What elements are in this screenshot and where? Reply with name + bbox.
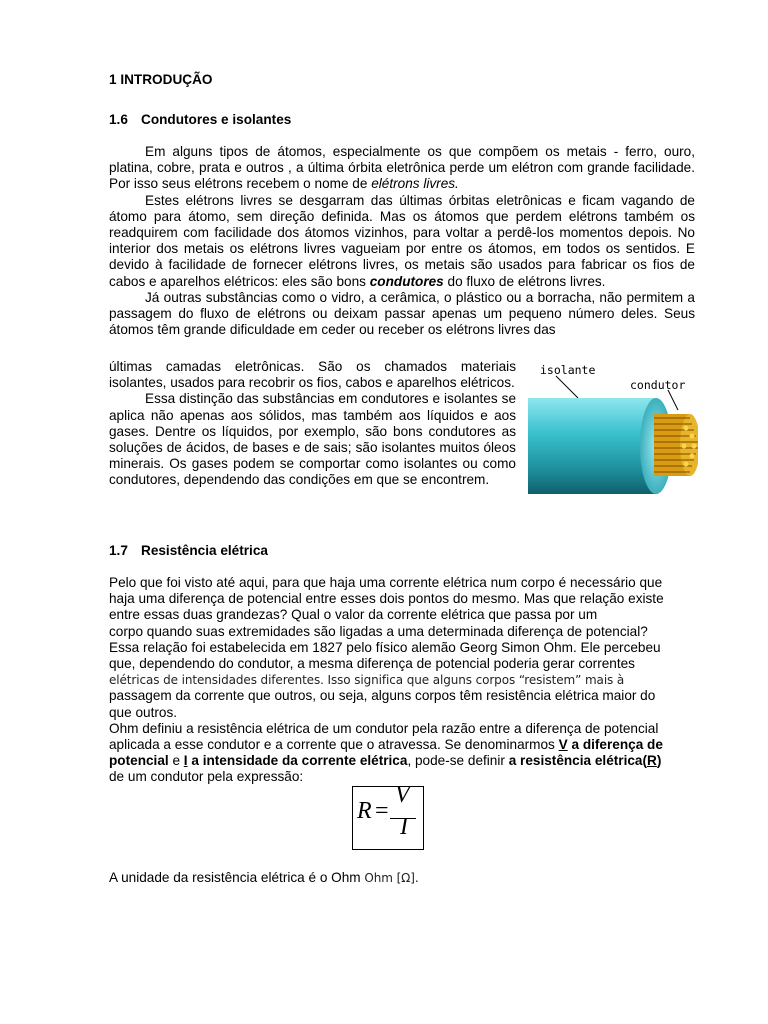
symbol-i: I <box>183 753 188 769</box>
text-line: de um condutor pela expressão: <box>109 769 304 785</box>
formula-equals: = <box>375 798 389 824</box>
paragraph-ohm-history <box>109 575 695 786</box>
text-line: como isolantes ou como condutores, dependendo das <box>109 456 516 488</box>
paragraph-eletrons-livres <box>109 144 695 338</box>
text-line: Já outras substâncias como o vidro, a cerâmica, o plástico ou a borracha, não <box>145 289 623 305</box>
section-number: 1.6 <box>109 112 128 127</box>
formula-r: R <box>357 798 372 824</box>
symbol-r: R <box>647 753 657 769</box>
term-eletrons-livres: elétrons livres. <box>371 176 459 192</box>
text-line: Em alguns tipos de átomos, especialmente os que compõem os metais - ferro, ouro, <box>145 144 695 159</box>
pointer-isolante <box>556 376 578 398</box>
text-line: Essa relação foi estabelecida em 1827 pelo físico alemão Georg Simon Ohm. Ele percebeu <box>109 639 661 655</box>
formula-v: V <box>395 782 410 808</box>
text-line: elétrons livres. <box>517 273 606 289</box>
term-diferenca: a diferença de <box>567 737 663 753</box>
cable-illustration <box>528 362 698 502</box>
text-line: Ohm definiu a resistência elétrica de um condutor pela razão entre a diferença de potencial <box>109 720 659 736</box>
text-line: fabricar os fios de cabos e aparelhos elétricos: eles são bons <box>109 257 695 289</box>
text-line: facilidade. Por isso seus elétrons recebem o nome de <box>109 160 696 192</box>
text-line: aplicada a esse condutor e a corrente que o atravessa. Se denominarmos V a diferença de <box>109 737 663 753</box>
heading-introducao: 1 INTRODUÇÃO <box>109 72 213 87</box>
section-title: Resistência elétrica <box>141 543 268 558</box>
term-intensidade: a intensidade da corrente elétrica <box>187 753 408 769</box>
text-line: passagem da corrente que outros, ou seja, alguns corpos têm resistência elétrica maior do <box>109 688 656 704</box>
label-isolante: isolante <box>540 363 596 377</box>
section-title: Condutores e isolantes <box>141 112 292 127</box>
text-line: A unidade da resistência elétrica é o Ohm <box>109 870 365 885</box>
text-line: condições em que se encontrem. <box>288 472 490 488</box>
text-line: átomo para átomo, sem direção definida. Mas os átomos que perdem elétrons também os <box>109 208 695 224</box>
text-line: isolantes, usados para recobrir os fios, cabos e aparelhos <box>109 375 457 391</box>
text-line: readquirem com facilidade dos átomos vizinhos, para voltar a perdê-los momentos depois. <box>109 225 673 241</box>
text-line: Essa distinção das substâncias em condutores e isolantes <box>145 391 498 407</box>
cable-drawing <box>528 362 698 502</box>
text-line: haja uma diferença de potencial entre esses dois pontos do mesmo. Mas que relação existe <box>109 591 664 607</box>
pointer-condutor <box>668 390 678 410</box>
paragraph-unidade <box>109 870 695 886</box>
section-number: 1.7 <box>109 543 128 558</box>
section-heading-condutores <box>109 112 291 128</box>
formula-i: I <box>400 814 408 840</box>
conductor-strands <box>654 414 698 476</box>
text-line: deles. Seus átomos têm grande dificuldade em ceder ou receber os elétrons livres das <box>109 306 695 338</box>
text-line: que outros. <box>109 704 178 720</box>
text-line: entre essas duas grandezas? Qual o valor da corrente elétrica que passa por um <box>109 607 598 623</box>
text-line: platina, cobre, prata e outros , a última órbita eletrônica perde um elétron com grande <box>109 160 630 176</box>
text-line: últimas camadas eletrônicas. São os chamados materiais <box>109 359 516 374</box>
text-line: do fluxo de <box>443 273 515 289</box>
text-line: Estes elétrons livres se desgarram das últimas órbitas eletrônicas e ficam vagando de <box>145 192 695 208</box>
text-line: condutores as soluções de ácidos, de bases e de sais; são <box>109 423 516 456</box>
text-line: aos gases. Dentre os líquidos, por exemplo, são bons <box>109 407 517 439</box>
text-line: Pelo que foi visto até aqui, para que haja uma corrente elétrica num corpo é necessário que <box>109 575 663 590</box>
text-line: potencial e I a intensidade da corrente elétrica, pode-se definir a resistência elétrica(R) <box>109 753 662 769</box>
term-condutores: condutores <box>369 273 444 289</box>
symbol-v: V <box>558 737 568 753</box>
paragraph-isolantes <box>109 359 516 489</box>
unit-ohm: Ohm <box>364 871 393 885</box>
text-line: elétricos. <box>460 375 515 391</box>
term-resistencia: a resistência elétrica( <box>508 753 647 769</box>
text-line: corpo quando suas extremidades são ligadas a uma determinada diferença de potencial? <box>109 623 648 639</box>
text-line: permitem a passagem do fluxo de elétrons ou deixam passar apenas um pequeno número <box>109 289 695 322</box>
label-condutor: condutor <box>630 378 686 392</box>
text-line: sentidos. E devido à facilidade de fornecer elétrons livres, os metais são usados para <box>109 241 695 273</box>
formula-ohm <box>352 782 424 850</box>
insulation-body <box>528 398 656 494</box>
section-heading-resistencia <box>109 543 268 559</box>
text-line: No interior dos metais os elétrons livres vagueiam por entre os átomos, em todos os <box>109 225 695 257</box>
text-line: elétricas de intensidades diferentes. Isso significa que alguns corpos “resistem” mais à <box>109 673 625 688</box>
text-line: se aplica não apenas aos sólidos, mas também aos líquidos e <box>109 391 516 423</box>
unit-symbol: [Ω]. <box>392 871 419 885</box>
text-line: que, dependendo do condutor, a mesma diferença de potencial poderia gerar correntes <box>109 656 635 672</box>
text-line: isolantes muitos óleos minerais. Os gases podem se comportar <box>109 440 516 472</box>
